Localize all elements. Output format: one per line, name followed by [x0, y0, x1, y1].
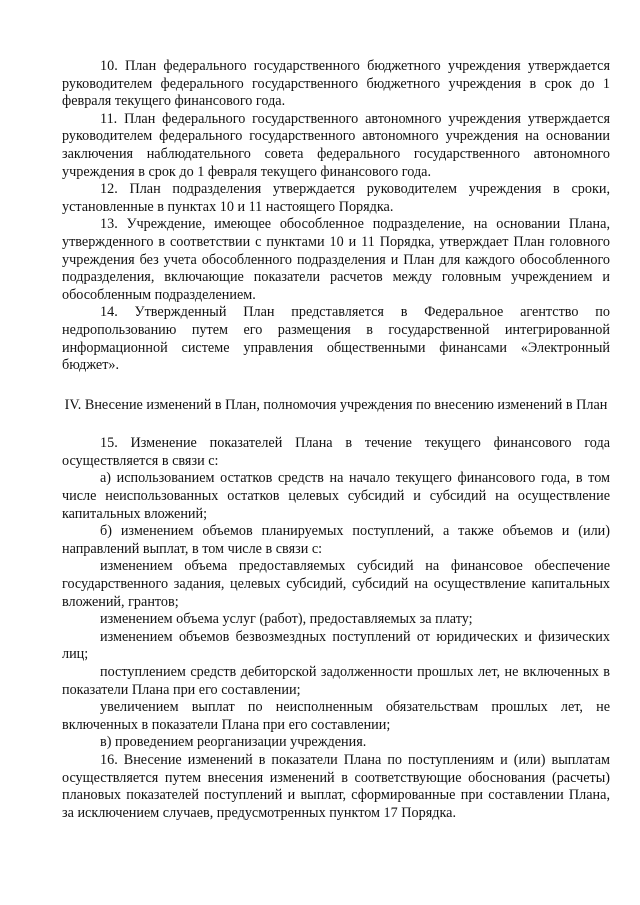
paragraph-15-b-item-1: изменением объема предоставляемых субсидий на финансовое обеспечение государственного задания, целевых субсидий, субсидий на осуществление капитальных вложений, грантов; — [62, 558, 610, 610]
paragraph-15-b-item-3: изменением объемов безвозмездных поступлений от юридических и физических лиц; — [62, 628, 610, 663]
paragraph-15-c: в) проведением реорганизации учреждения. — [100, 734, 367, 751]
paragraph-12: 12. План подразделения утверждается руководителем учреждения в сроки, установленные в пунктах 10 и 11 настоящего Порядка. — [62, 181, 610, 215]
paragraph-16: 16. Внесение изменений в показатели Плана по поступлениям и (или) выплатам осуществляется путем внесения изменений в соответствующие обоснования (расчеты) плановых показателей поступлений и выплат, сформированные при составлении Плана, за исключением случаев, предусмотренных пунктом 17 Порядка. — [62, 751, 610, 821]
paragraph-15: 15. Изменение показателей Плана в течение текущего финансового года осуществляется в связи с: — [62, 435, 610, 469]
section-heading: IV. Внесение изменений в План, полномочия учреждения по внесению изменений в План — [64, 396, 608, 413]
spacer — [62, 414, 610, 435]
paragraph-15-b-item-4: поступлением средств дебиторской задолженности прошлых лет, не включенных в показатели Плана при его составлении; — [62, 664, 610, 698]
paragraph-14: 14. Утвержденный План представляется в Федеральное агентство по недропользованию путем его размещения в государственной интегрированной информационной системе управления общественными финансами «Электронный бюджет». — [62, 304, 610, 374]
document-page — [62, 58, 610, 822]
paragraph-13: 13. Учреждение, имеющее обособленное подразделение, на основании Плана, утвержденного в соответствии с пунктами 10 и 11 Порядка, утверждает План головного учреждения без учета обособленного подразделения и План для каждого обособленного подразделения, включающие показатели расчетов между головным учреждением и обособленным подразделением. — [62, 216, 610, 303]
paragraph-11: 11. План федерального государственного автономного учреждения утверждается руководителем федерального государственного автономного учреждения на основании заключения наблюдательного совета федерального государственного автономного учреждения в срок до 1 февраля текущего финансового года. — [62, 110, 610, 180]
paragraph-10: 10. План федерального государственного бюджетного учреждения утверждается руководителем федерального государственного бюджетного учреждения в срок до 1 февраля текущего финансового года. — [62, 58, 610, 110]
paragraph-15-b-item-2: изменением объема услуг (работ), предоставляемых за плату; — [100, 611, 473, 628]
paragraph-15-b-item-5: увеличением выплат по неисполненным обязательствам прошлых лет, не включенных в показатели Плана при его составлении; — [62, 699, 610, 733]
paragraph-15-a: а) использованием остатков средств на начало текущего финансового года, в том числе неиспользованных остатков целевых субсидий и субсидий на осуществление капитальных вложений; — [62, 470, 610, 522]
paragraph-15-b: б) изменением объемов планируемых поступлений, а также объемов и (или) направлений выплат, в том числе в связи с: — [62, 523, 610, 557]
